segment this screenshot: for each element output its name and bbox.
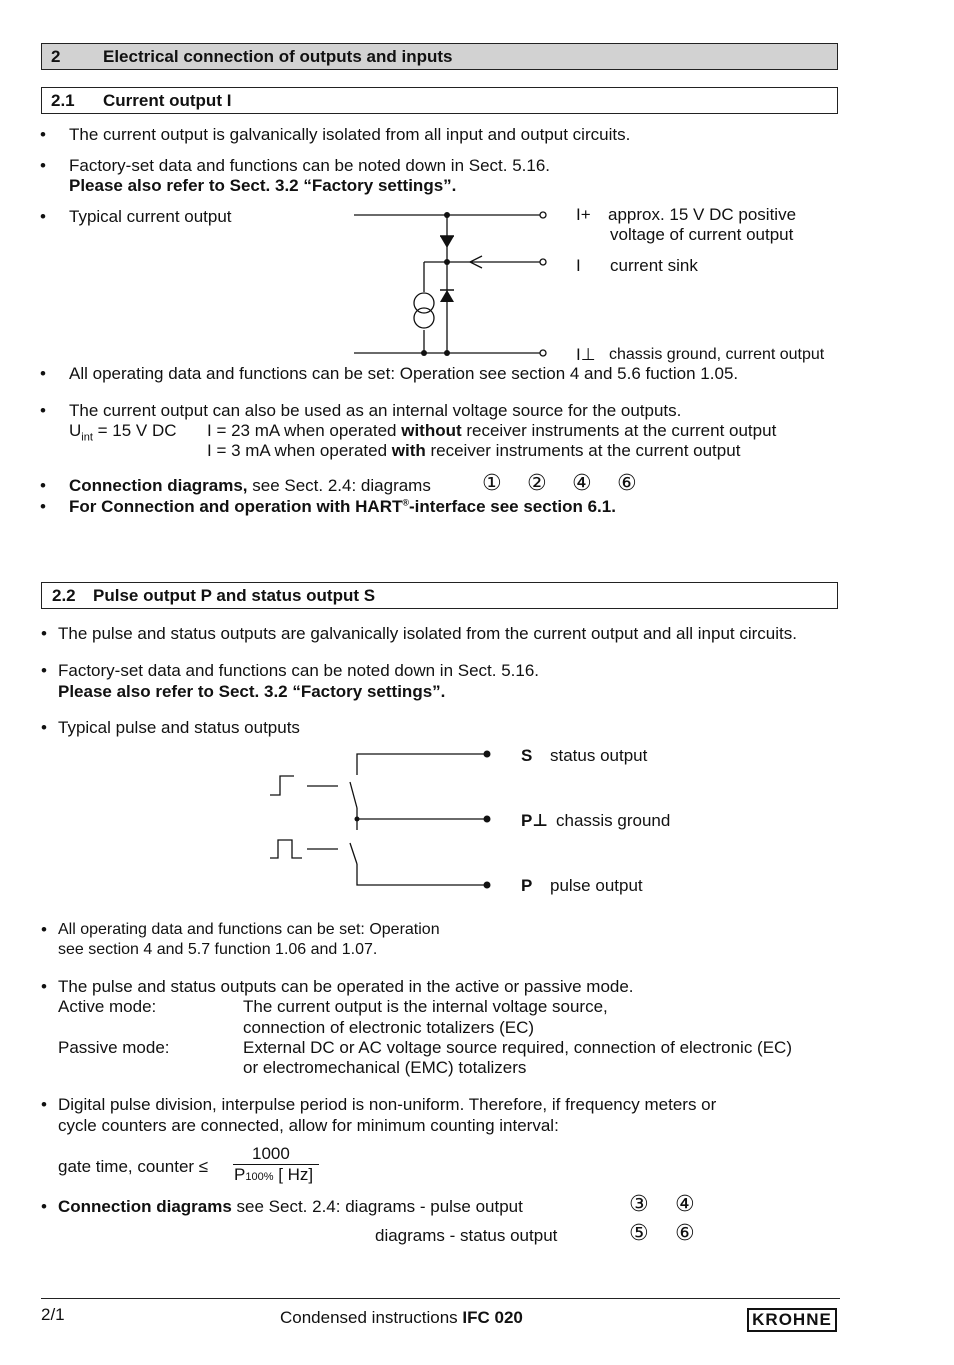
text-part: P	[234, 1165, 246, 1184]
fraction-denominator	[234, 1165, 313, 1187]
section-title: Pulse output P and status output S	[93, 586, 376, 605]
bullet: •	[41, 661, 47, 680]
text-operating-data: All operating data and functions can be set: Operation see section 4 and 5.6 fuction 1.05.	[69, 364, 739, 383]
krohne-logo: KROHNE	[747, 1308, 837, 1332]
terminal-i-plus: I+	[576, 205, 591, 224]
diagram-ref-3: ③	[629, 1191, 649, 1216]
section-title: Electrical connection of outputs and inputs	[103, 47, 453, 66]
terminal-s-desc: status output	[550, 746, 648, 765]
text-operating-data-2: see section 4 and 5.7 function 1.06 and 1.07.	[58, 941, 378, 958]
text-bold: Connection diagrams,	[69, 476, 248, 495]
bullet: •	[40, 364, 46, 383]
u-subscript: int	[81, 431, 93, 444]
text-connection-diagrams	[69, 476, 431, 496]
bullet: •	[41, 624, 47, 643]
passive-mode-desc-1: External DC or AC voltage source required, connection of electronic (EC)	[243, 1038, 792, 1057]
terminal-i-plus-desc-1: approx. 15 V DC positive	[608, 205, 797, 224]
active-mode-label: Active mode:	[58, 997, 157, 1016]
text-modes: The pulse and status outputs can be operated in the active or passive mode.	[58, 977, 634, 996]
document-title	[280, 1308, 523, 1328]
diagram-ref-5: ⑤	[629, 1220, 649, 1245]
terminal-i-ground-desc: chassis ground, current output	[609, 346, 825, 363]
text-part: I = 3 mA when operated	[207, 441, 392, 460]
text-part: -interface see section 6.1.	[409, 497, 616, 516]
text-part: I = 23 mA when operated	[207, 421, 402, 440]
section-number: 2	[51, 47, 61, 66]
text-bold: with	[391, 441, 426, 460]
bullet: •	[40, 401, 46, 420]
terminal-p-desc: pulse output	[550, 876, 643, 895]
bullet: •	[41, 1197, 47, 1216]
text-factory-set: Factory-set data and functions can be noted down in Sect. 5.16.	[69, 156, 551, 175]
text-isolated: The current output is galvanically isolated from all input and output circuits.	[69, 125, 631, 144]
fraction-numerator: 1000	[252, 1144, 290, 1163]
text-factory-ref: Please also refer to Sect. 3.2 “Factory settings”.	[69, 176, 457, 195]
text-operating-data-1: All operating data and functions can be set: Operation	[58, 921, 440, 938]
text-uint	[69, 421, 177, 444]
text-gate-time: gate time, counter ≤	[58, 1157, 209, 1176]
bullet: •	[41, 920, 47, 939]
text-bold: IFC 020	[462, 1308, 523, 1327]
text-part: receiver instruments at the current output	[425, 441, 741, 460]
text-typical-pulse: Typical pulse and status outputs	[58, 718, 300, 737]
u-symbol: U	[69, 421, 82, 440]
footer-rule	[41, 1298, 840, 1299]
text-part: For Connection and operation with HART	[69, 497, 403, 516]
bullet: •	[40, 497, 46, 516]
text-part: Condensed instructions	[280, 1308, 463, 1327]
terminal-s: S	[521, 746, 533, 765]
section-number: 2.2	[52, 586, 76, 605]
text-subscript: 100%	[245, 1171, 274, 1183]
terminal-i: I	[576, 256, 581, 275]
text-factory-set: Factory-set data and functions can be noted down in Sect. 5.16.	[58, 661, 540, 680]
bullet: •	[41, 977, 47, 996]
bullet: •	[40, 156, 46, 175]
text-part: see Sect. 2.4: diagrams - pulse output	[231, 1197, 523, 1216]
text-typical-current: Typical current output	[69, 207, 232, 226]
text-pulse-division-1: Digital pulse division, interpulse period is non-uniform. Therefore, if frequency meters or	[58, 1095, 717, 1114]
page-number: 2/1	[41, 1305, 65, 1324]
terminal-p: P	[521, 876, 533, 895]
terminal-p-ground-desc: chassis ground	[556, 811, 671, 830]
text-bold: Connection diagrams	[58, 1197, 232, 1216]
active-mode-desc-1: The current output is the internal voltage source,	[243, 997, 608, 1016]
diagram-ref-4: ④	[675, 1191, 695, 1216]
registered-mark: ®	[402, 497, 410, 508]
u-value: = 15 V DC	[92, 421, 177, 440]
text-current-with	[207, 441, 740, 461]
active-mode-desc-2: connection of electronic totalizers (EC)	[243, 1018, 535, 1037]
text-pulse-isolated: The pulse and status outputs are galvanically isolated from the current output and all input circuits.	[58, 624, 797, 643]
text-connection-diagrams	[58, 1197, 523, 1217]
section-number: 2.1	[51, 91, 75, 110]
text-current-without	[207, 421, 776, 441]
text-part: receiver instruments at the current output	[461, 421, 777, 440]
diagram-ref-2: ②	[527, 470, 547, 495]
passive-mode-label: Passive mode:	[58, 1038, 170, 1057]
bullet: •	[41, 1095, 47, 1114]
bullet: •	[40, 125, 46, 144]
bullet: •	[40, 207, 46, 226]
terminal-i-plus-desc-2: voltage of current output	[610, 225, 794, 244]
text-part: [ Hz]	[273, 1165, 314, 1184]
terminal-i-ground: I⊥	[576, 345, 596, 364]
text-factory-ref: Please also refer to Sect. 3.2 “Factory settings”.	[58, 682, 446, 701]
terminal-i-desc: current sink	[610, 256, 698, 275]
text-pulse-division-2: cycle counters are connected, allow for minimum counting interval:	[58, 1116, 559, 1135]
section-2-2-header	[41, 582, 838, 609]
text-voltage-source: The current output can also be used as an internal voltage source for the outputs.	[69, 401, 682, 420]
diagram-ref-1: ①	[482, 470, 502, 495]
diagram-ref-6: ⑥	[617, 470, 637, 495]
section-2-1-header	[41, 87, 838, 114]
bullet: •	[40, 476, 46, 495]
section-title: Current output I	[103, 91, 232, 110]
diagram-ref-4: ④	[572, 470, 592, 495]
bullet: •	[41, 718, 47, 737]
diagram-ref-6: ⑥	[675, 1220, 695, 1245]
section-2-header	[41, 43, 838, 70]
terminal-p-ground: P⊥	[521, 811, 548, 830]
text-status-diagrams: diagrams - status output	[375, 1226, 558, 1245]
text-bold: without	[401, 421, 462, 440]
text-part: see Sect. 2.4: diagrams	[247, 476, 431, 495]
text-hart	[69, 497, 616, 517]
passive-mode-desc-2: or electromechanical (EMC) totalizers	[243, 1058, 527, 1077]
